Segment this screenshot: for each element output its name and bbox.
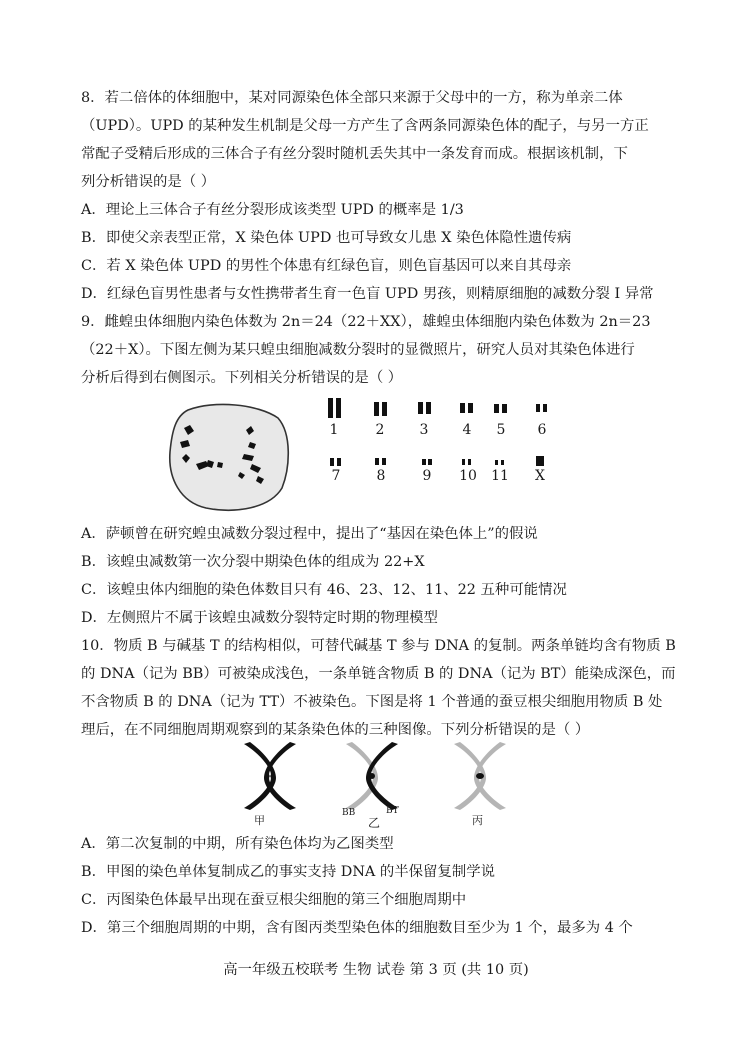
- chromosome-2: [374, 402, 387, 416]
- label-jia: 甲: [254, 814, 265, 827]
- label-yi: 乙: [368, 816, 381, 830]
- q9-line-3: 分析后得到右侧图示。下列相关分析错误的是（ ）: [81, 370, 403, 386]
- chromosome-5: [494, 404, 507, 413]
- karyotype-label-3: 3: [419, 422, 429, 438]
- karyotype-label-2: 2: [375, 422, 385, 438]
- q9-line-1: 9．雌蝗虫体细胞内染色体数为 2n＝24（22＋XX），雄蝗虫体细胞内染色体数为 2n＝23: [81, 314, 651, 330]
- karyotype-label-11: 11: [491, 468, 509, 484]
- chromosome-jia: [244, 742, 296, 810]
- q8-option-a: A．理论上三体合子有丝分裂形成该类型 UPD 的概率是 1/3: [81, 202, 464, 218]
- q9-line-2: （22＋X）。下图左侧为某只蝗虫细胞减数分裂时的显微照片，研究人员对其染色体进行: [81, 342, 635, 358]
- karyotype-label-5: 5: [496, 422, 506, 438]
- q8-line-3: 常配子受精后形成的三体合子有丝分裂时随机丢失其中一条发育而成。根据该机制，下: [81, 146, 628, 162]
- chromosome-bing: [454, 742, 506, 810]
- label-bb: BB: [342, 808, 356, 818]
- q8-option-b: B．即使父亲表型正常，X 染色体 UPD 也可导致女儿患 X 染色体隐性遗传病: [81, 230, 572, 246]
- karyotype-figure: [322, 396, 562, 492]
- q8-option-d: D．红绿色盲男性患者与女性携带者生育一色盲 UPD 男孩，则精原细胞的减数分裂 I 异常: [81, 286, 654, 302]
- karyotype-label-9: 9: [422, 468, 432, 484]
- label-bt: BT: [386, 806, 399, 816]
- q9-option-d: D．左侧照片不属于该蝗虫减数分裂特定时期的物理模型: [81, 610, 438, 626]
- q10-line-2: 的 DNA（记为 BB）可被染成浅色，一条单链含物质 B 的 DNA（记为 BT）能染成深色，而: [81, 666, 676, 682]
- q9-option-c: C．该蝗虫体内细胞的染色体数目只有 46、23、12、11、22 五种可能情况: [81, 582, 567, 598]
- q10-option-b: B．甲图的染色单体复制成乙的事实支持 DNA 的半保留复制学说: [81, 864, 496, 880]
- page-footer: 高一年级五校联考 生物 试卷 第 3 页 (共 10 页): [223, 962, 529, 978]
- q8-option-c: C．若 X 染色体 UPD 的男性个体患有红绿色盲，则色盲基因可以来自其母亲: [81, 258, 572, 274]
- karyotype-chromosomes: [322, 396, 562, 492]
- karyotype-label-7: 7: [331, 468, 341, 484]
- chromosome-3: [418, 402, 431, 414]
- q10-line-4: 理后，在不同细胞周期观察到的某条染色体的三种图像。下列分析错误的是（ ）: [81, 722, 590, 738]
- chromosome-figure: [240, 738, 520, 830]
- label-bing: 丙: [472, 814, 483, 827]
- chromosome-1: [328, 398, 341, 418]
- chromosome-7: [330, 458, 341, 466]
- chromosome-4: [460, 403, 473, 413]
- q10-option-d: D．第三个细胞周期的中期，含有图丙类型染色体的细胞数目至少为 1 个，最多为 4 个: [81, 920, 633, 936]
- karyotype-label-4: 4: [462, 422, 472, 438]
- q10-option-c: C．丙图染色体最早出现在蚕豆根尖细胞的第三个细胞周期中: [81, 892, 467, 908]
- q8-line-4: 列分析错误的是（ ）: [81, 174, 216, 190]
- chromosome-9: [422, 459, 432, 465]
- q10-line-3: 不含物质 B 的 DNA（记为 TT）不被染色。下图是将 1 个普通的蚕豆根尖细胞用物质 B 处: [81, 694, 663, 710]
- chromosome-yi: [346, 742, 398, 810]
- chromosome-10: [462, 459, 471, 465]
- chromosome-6: [536, 404, 547, 412]
- karyotype-label-x: X: [535, 468, 545, 484]
- q9-option-b: B．该蝗虫减数第一次分裂中期染色体的组成为 22+X: [81, 554, 425, 570]
- karyotype-label-6: 6: [537, 422, 547, 438]
- chromosome-x: [536, 456, 544, 466]
- karyotype-label-1: 1: [329, 422, 339, 438]
- karyotype-label-8: 8: [376, 468, 386, 484]
- q8-line-1: 8．若二倍体的体细胞中，某对同源染色体全部只来源于父母中的一方，称为单亲二体: [81, 90, 623, 106]
- chromosome-8: [375, 458, 386, 465]
- chromosome-11: [495, 460, 504, 465]
- q8-line-2: （UPD）。UPD 的某种发生机制是父母一方产生了含两条同源染色体的配子，与另一方正: [81, 118, 649, 134]
- cell-micrograph: [166, 402, 294, 514]
- q10-line-1: 10．物质 B 与碱基 T 的结构相似，可替代碱基 T 参与 DNA 的复制。两条单链均含有物质 B: [81, 638, 676, 654]
- q10-option-a: A．第二次复制的中期，所有染色体均为乙图类型: [81, 836, 394, 852]
- karyotype-label-10: 10: [459, 468, 477, 484]
- q9-option-a: A．萨顿曾在研究蝗虫减数分裂过程中，提出了“基因在染色体上”的假说: [81, 526, 538, 542]
